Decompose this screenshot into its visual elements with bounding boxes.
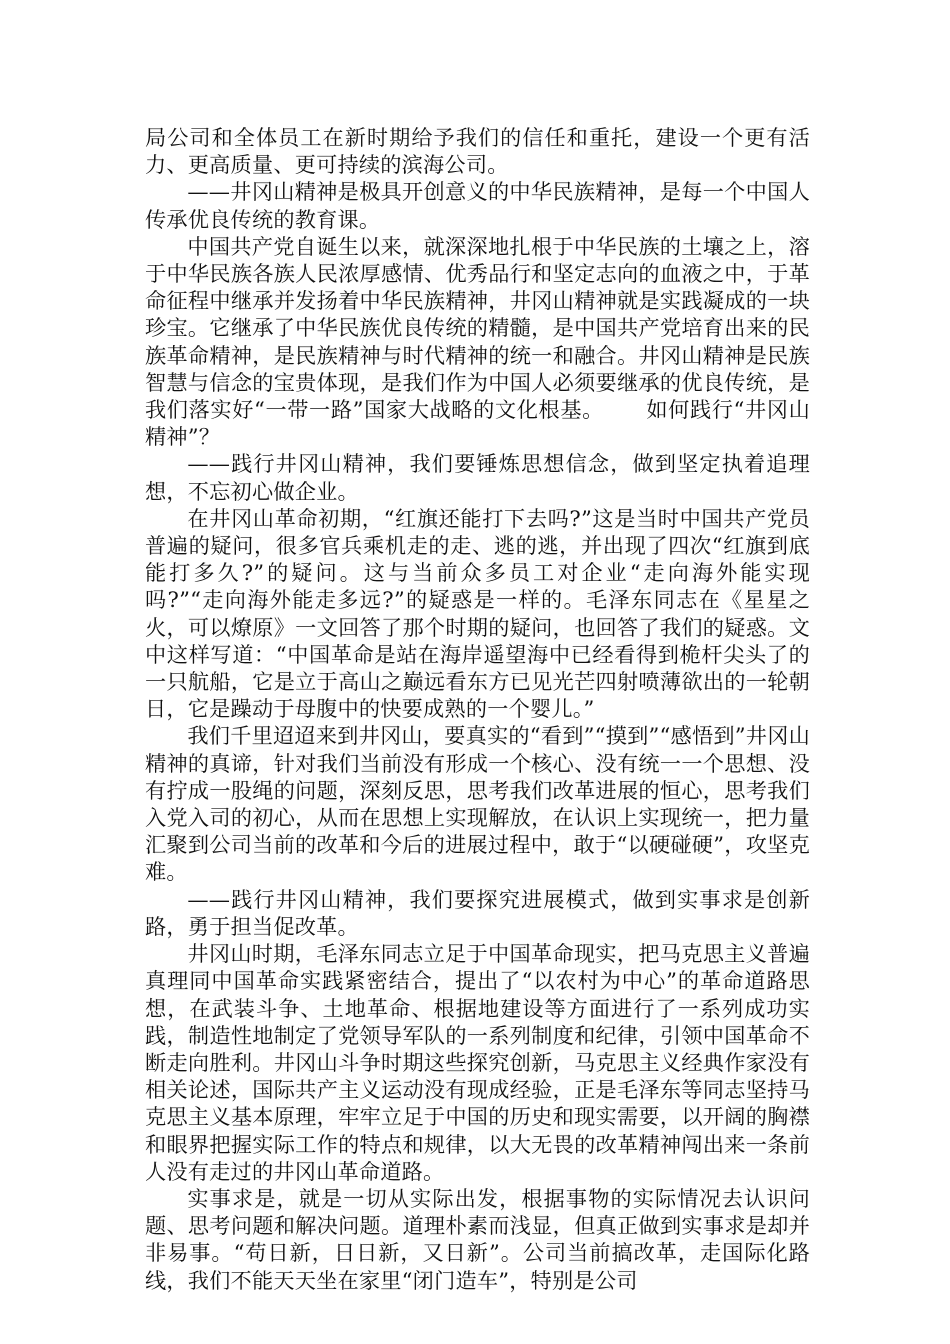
paragraph-8: 井冈山时期，毛泽东同志立足于中国革命现实，把马克思主义普遍真理同中国革命实践紧密结合，提出了“以农村为中心”的革命道路思想，在武装斗争、土地革命、根据地建设等方面进行了一系列成功实践，制造性地制定了党领导军队的一系列制度和纪律，引领中国革命不断走向胜利。井冈山斗争时期这些探究创新，马克思主义经典作家没有相关论述，国际共产主义运动没有现成经验，正是毛泽东等同志坚持马克思主义基本原理，牢牢立足于中国的历史和现实需要，以开阔的胸襟和眼界把握实际工作的特点和规律，以大无畏的改革精神闯出来一条前人没有走过的井冈山革命道路。 [145,941,810,1184]
paragraph-5: 在井冈山革命初期，“红旗还能打下去吗?”这是当时中国共产党员普遍的疑问，很多官兵乘机走的走、逃的逃，并出现了四次“红旗到底能打多久?”的疑问。这与当前众多员工对企业“走向海外能实现吗?”“走向海外能走多远?”的疑惑是一样的。毛泽东同志在《星星之火，可以燎原》一文回答了那个时期的疑问，也回答了我们的疑惑。文中这样写道：“中国革命是站在海岸遥望海中已经看得到桅杆尖头了的一只航船，它是立于高山之巅远看东方已见光芒四射喷薄欲出的一轮朝日，它是躁动于母腹中的快要成熟的一个婴儿。” [145,505,810,722]
paragraph-7: ——践行井冈山精神，我们要探究进展模式，做到实事求是创新路，勇于担当促改革。 [145,886,810,939]
section-question: 如何践行“井冈山精神”？ [145,397,810,450]
paragraph-6: 我们千里迢迢来到井冈山，要真实的“看到”“摸到”“感悟到”井冈山精神的真谛，针对我们当前没有形成一个核心、没有统一一个思想、没有拧成一股绳的问题，深刻反思，思考我们改革进展的恒心，思考我们入党入司的初心，从而在思想上实现解放，在认识上实现统一，把力量汇聚到公司当前的改革和今后的进展过程中，敢于“以硬碰硬”，攻坚克难。 [145,723,810,885]
paragraph-3-text: 中国共产党自诞生以来，就深深地扎根于中华民族的土壤之上，溶于中华民族各族人民浓厚感情、优秀品行和坚定志向的血液之中，于革命征程中继承并发扬着中华民族精神，井冈山精神就是实践凝成的一块珍宝。它继承了中华民族优良传统的精髓，是中国共产党培育出来的民族革命精神，是民族精神与时代精神的统一和融合。井冈山精神是民族智慧与信念的宝贵体现，是我们作为中国人必须要继承的优良传统，是我们落实好“一带一路”国家大战略的文化根基。 [145,233,810,423]
paragraph-4: ——践行井冈山精神，我们要锤炼思想信念，做到坚定执着追理想，不忘初心做企业。 [145,451,810,504]
paragraph-3 [145,233,810,451]
paragraph-2: ——井冈山精神是极具开创意义的中华民族精神，是每一个中国人传承优良传统的教育课。 [145,179,810,232]
paragraph-1: 局公司和全体员工在新时期给予我们的信任和重托，建设一个更有活力、更高质量、更可持续的滨海公司。 [145,125,810,178]
document-body [145,124,810,1294]
paragraph-9: 实事求是，就是一切从实际出发，根据事物的实际情况去认识问题、思考问题和解决问题。道理朴素而浅显，但真正做到实事求是却并非易事。“苟日新，日日新，又日新”。公司当前搞改革，走国际化路线，我们不能天天坐在家里“闭门造车”，特别是公司 [145,1185,810,1293]
